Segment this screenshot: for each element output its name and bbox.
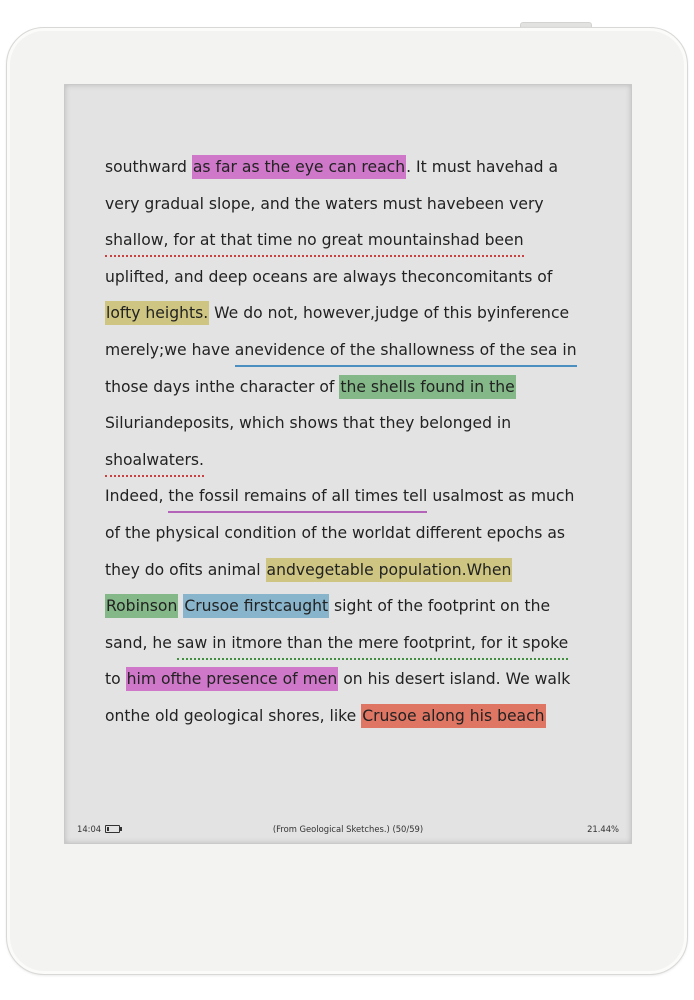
highlight[interactable]: Crusoe along his beach: [361, 704, 545, 728]
reader-screen[interactable]: [64, 84, 632, 844]
text-segment: they do ofits animal: [105, 560, 266, 579]
text-line[interactable]: [105, 478, 605, 515]
text-line[interactable]: [105, 442, 605, 479]
text-line[interactable]: [105, 698, 605, 735]
text-line[interactable]: [105, 149, 605, 186]
text-segment: sand, he: [105, 633, 177, 652]
highlight[interactable]: the shells found in the: [339, 375, 515, 399]
highlight[interactable]: Robinson: [105, 594, 178, 618]
text-segment: sight of the footprint on the: [329, 597, 551, 616]
text-segment: merely;we have: [105, 340, 235, 359]
underline-annotation[interactable]: shoalwaters.: [105, 451, 204, 477]
text-segment: southward: [105, 158, 192, 176]
clock: 14:04: [77, 824, 102, 834]
text-segment: uplifted, and deep oceans are always theconcomitants of: [105, 267, 553, 286]
text-segment: We do not, however,judge of this byinference: [209, 304, 570, 323]
highlight[interactable]: lofty heights.: [105, 301, 209, 325]
highlight[interactable]: him ofthe presence of men: [126, 667, 339, 691]
text-segment: Indeed,: [105, 487, 169, 506]
highlight[interactable]: Crusoe firstcaught: [183, 594, 329, 618]
text-segment: those days inthe character of: [105, 377, 340, 396]
book-text[interactable]: [105, 149, 605, 735]
text-line[interactable]: [105, 186, 605, 223]
text-line[interactable]: [105, 625, 605, 662]
text-segment: to: [105, 670, 126, 689]
text-segment: Siluriandeposits, which shows that they belonged in: [105, 414, 512, 433]
text-segment: onthe old geological shores, like: [105, 706, 362, 725]
text-line[interactable]: [105, 369, 605, 406]
underline-annotation[interactable]: anevidence of the shallowness of the sea in: [235, 341, 577, 367]
highlight[interactable]: as far as the eye can reach: [192, 155, 406, 179]
status-bar: [77, 824, 619, 838]
text-segment: on his desert island. We walk: [338, 670, 571, 689]
text-line[interactable]: [105, 661, 605, 698]
text-line[interactable]: [105, 259, 605, 296]
underline-annotation[interactable]: shallow, for at that time no great mountainshad been: [105, 231, 524, 257]
text-line[interactable]: [105, 515, 605, 552]
highlight[interactable]: andvegetable population.When: [266, 558, 513, 582]
underline-annotation[interactable]: saw in itmore than the mere footprint, for it spoke: [177, 634, 568, 660]
text-line[interactable]: [105, 332, 605, 369]
text-line[interactable]: [105, 405, 605, 442]
chapter-info: (From Geological Sketches.) (50/59): [272, 824, 424, 834]
text-line[interactable]: [105, 222, 605, 259]
text-line[interactable]: [105, 295, 605, 332]
underline-annotation[interactable]: the fossil remains of all times tell: [168, 487, 427, 513]
text-segment: very gradual slope, and the waters must havebeen very: [105, 194, 544, 213]
text-line[interactable]: [105, 588, 605, 625]
text-line[interactable]: [105, 552, 605, 589]
reading-progress: 21.44%: [587, 824, 619, 834]
text-segment: usalmost as much: [427, 487, 575, 506]
text-segment: of the physical condition of the worldat different epochs as: [105, 523, 566, 542]
text-segment: . It must havehad a: [406, 158, 559, 176]
